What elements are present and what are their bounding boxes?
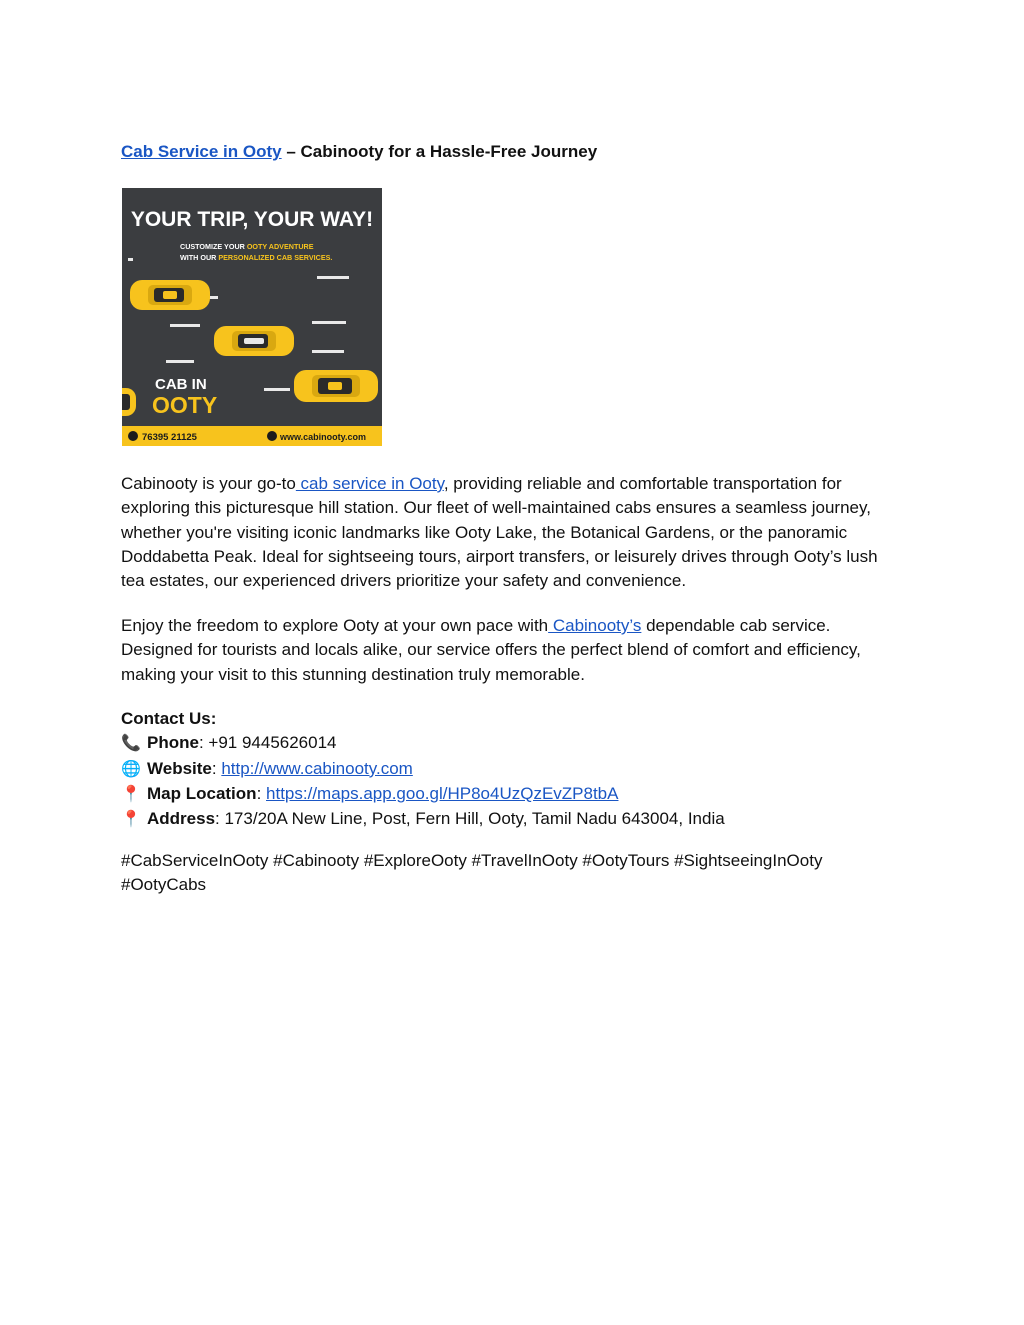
website-separator: : [211, 758, 222, 778]
phone-value: : +91 9445626014 [198, 733, 337, 753]
banner-phone: 76395 21125 [142, 432, 197, 443]
banner-phone-icon [128, 431, 138, 441]
website-label: Website [147, 758, 212, 778]
taxi-icon [122, 388, 136, 416]
intro-paragraph [121, 472, 901, 593]
taxi-icon [130, 280, 210, 310]
phone-icon: 📞 [121, 735, 141, 753]
intro-rest: , providing reliable and comfortable transportation for exploring this picturesque hill station. Our fleet of well-maintained cabs ensures a seamless journey, whether you're visiting iconic landmarks like Ooty Lake, the Botanical Gardens, or the panoramic Doddabetta Peak. Ideal for sightseeing tours, airport transfers, or leisurely drives through Ooty’s lush tea estates, our experienced drivers prioritize your safety and convenience. [121, 474, 878, 591]
taxi-icon [214, 326, 294, 356]
banner-sub-2b: PERSONALIZED CAB SERVICES. [218, 253, 333, 262]
contact-section [121, 707, 901, 832]
phone-label: Phone [147, 733, 199, 753]
globe-icon: 🌐 [121, 760, 141, 778]
intro-lead: Cabinooty is your go-to [121, 474, 296, 493]
banner-brand-top: CAB IN [155, 376, 207, 393]
freedom-lead: Enjoy the freedom to explore Ooty at your own pace with [121, 616, 549, 635]
taxi-icon [294, 370, 378, 402]
svg-text:WITH OUR PERSONALIZED CAB SERV [180, 253, 332, 262]
address-label: Address [147, 809, 216, 829]
banner-website: www.cabinooty.com [280, 432, 367, 442]
cab-service-link[interactable]: cab service in Ooty [295, 474, 444, 493]
banner-globe-icon [267, 431, 277, 441]
contact-address [121, 807, 901, 832]
map-separator: : [256, 783, 267, 803]
website-link[interactable]: http://www.cabinooty.com [221, 758, 413, 778]
title-link[interactable]: Cab Service in Ooty [121, 142, 282, 161]
hashtags: #CabServiceInOoty #Cabinooty #ExploreOoty #TravelInOoty #OotyTours #SightseeingInOoty #OotyCabs [121, 851, 823, 895]
contact-map [121, 782, 901, 807]
freedom-rest: dependable cab service. Designed for tourists and locals alike, our service offers the perfect blend of comfort and efficiency, making your visit to this stunning destination truly memorable. [121, 616, 861, 684]
promo-banner-image [122, 188, 382, 446]
map-link[interactable]: https://maps.app.goo.gl/HP8o4UzQzEvZP8tbA [266, 783, 619, 803]
svg-text:CUSTOMIZE YOUR OOTY ADVENTURE [180, 242, 314, 251]
banner-sub-1b: OOTY ADVENTURE [246, 242, 314, 251]
address-pin-icon: 📍 [121, 811, 141, 829]
title-rest: – Cabinooty for a Hassle-Free Journey [281, 142, 598, 161]
cabinooty-link[interactable]: Cabinooty’s [548, 616, 642, 635]
document-title [121, 141, 901, 163]
contact-heading: Contact Us: [121, 709, 217, 728]
address-value: : 173/20A New Line, Post, Fern Hill, Ooty, Tamil Nadu 643004, India [215, 809, 725, 829]
contact-website [121, 757, 901, 782]
banner-sub-1a: CUSTOMIZE YOUR [180, 242, 247, 251]
map-label: Map Location [147, 783, 257, 803]
freedom-paragraph [121, 614, 901, 687]
contact-phone [121, 731, 901, 756]
banner-headline: YOUR TRIP, YOUR WAY! [130, 208, 374, 231]
map-pin-icon: 📍 [121, 785, 141, 803]
banner-sub-2a: WITH OUR [180, 253, 219, 262]
banner-brand-bottom: OOTY [152, 392, 218, 418]
